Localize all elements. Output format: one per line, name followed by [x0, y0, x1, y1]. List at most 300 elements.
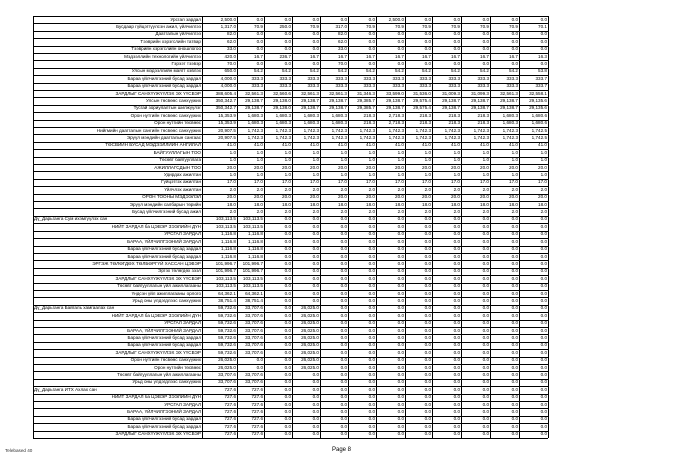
table-cell: 727.6: [251, 386, 263, 392]
row-label: Бараа үйлчилгээний бусад зардал: [127, 423, 201, 429]
table-cell: 0.0: [453, 394, 460, 400]
table-cell: 0.0: [482, 290, 489, 296]
table-cell: 1.0: [482, 157, 489, 163]
table-cell: 17.0: [509, 179, 518, 185]
table-cell: 0.0: [511, 312, 518, 318]
table-cell: 0.0: [368, 290, 375, 296]
table-cell: 20.0: [366, 164, 375, 170]
table-cell: 0.0: [540, 431, 547, 437]
table-cell: 101,996.7: [215, 268, 236, 274]
table-cell: 0.0: [424, 431, 431, 437]
table-cell: 0.0: [424, 290, 431, 296]
table-cell: 0.0: [397, 401, 404, 407]
table-cell: 29,138.7: [329, 98, 347, 104]
table-cell: 70.1: [538, 24, 547, 29]
table-cell: 0.0: [482, 246, 489, 252]
table-cell: 1,742.3: [359, 135, 375, 141]
table-cell: 33,599.0: [386, 90, 404, 96]
table-cell: 32,561.3: [329, 90, 347, 96]
table-cell: 29,138.7: [329, 105, 347, 111]
table-cell: 1,742.3: [444, 135, 460, 141]
table-cell: 17.0: [480, 179, 489, 185]
table-cell: 26,025.0: [301, 327, 319, 333]
table-cell: 333.3: [392, 75, 404, 81]
table-cell: 2.0: [229, 209, 236, 215]
table-cell: 0.0: [312, 268, 319, 274]
table-cell: 0.0: [284, 297, 291, 303]
table-cell: 0.0: [511, 349, 518, 355]
table-cell: 29,138.7: [386, 105, 404, 111]
table-cell: 333.3: [506, 83, 518, 89]
table-cell: 0.0: [312, 46, 319, 52]
table-cell: 727.6: [224, 416, 236, 422]
table-cell: 0.0: [368, 283, 375, 289]
table-cell: 0.0: [397, 46, 404, 52]
table-cell: 1,680.3: [275, 112, 291, 118]
table-cell: 0.0: [511, 31, 518, 37]
row-label: Төсөвт байгууллага: [159, 157, 201, 163]
table-cell: 18.0: [538, 201, 547, 207]
table-cell: 0.0: [511, 371, 518, 377]
table-cell: 20.0: [338, 194, 347, 200]
table-cell: 4,000.0: [220, 75, 236, 81]
table-cell: 2.0: [453, 186, 460, 192]
table-cell: 0.0: [284, 423, 291, 429]
table-cell: 1.0: [511, 172, 518, 178]
table-cell: 70.9: [509, 24, 518, 29]
table-cell: 420.0: [224, 53, 236, 59]
table-cell: 0.0: [424, 61, 431, 67]
table-cell: 0.0: [284, 386, 291, 392]
table-cell: 0.0: [482, 61, 489, 67]
table-cell: 0.0: [482, 46, 489, 52]
table-cell: 2.0: [284, 209, 291, 215]
table-cell: 0.0: [482, 364, 489, 370]
table-cell: 1.0: [511, 157, 518, 163]
table-cell: 0.0: [424, 31, 431, 37]
table-cell: 0.0: [340, 223, 347, 229]
row-label: Бараа үйлчилгээний бусад зардал: [127, 83, 201, 89]
table-cell: 0.0: [312, 275, 319, 281]
row-label: Мэдээллийн технологийн үйлчилгээ: [124, 53, 201, 59]
table-cell: 0.0: [340, 431, 347, 437]
table-cell: 31,099.3: [471, 90, 489, 96]
table-cell: 0.0: [368, 401, 375, 407]
table-cell: 0.0: [453, 386, 460, 392]
table-cell: 0.0: [453, 357, 460, 363]
table-cell: 0.0: [540, 379, 547, 385]
table-cell: 0.0: [453, 297, 460, 303]
table-cell: 2.0: [397, 209, 404, 215]
table-cell: 0.0: [340, 246, 347, 252]
table-cell: 101,996.7: [242, 260, 263, 266]
table-cell: 0.0: [256, 357, 263, 363]
row-label: Даатгалын үйлчилгээ: [155, 31, 201, 37]
table-cell: 727.6: [224, 394, 236, 400]
table-cell: 17.0: [282, 179, 291, 185]
table-cell: 2.0: [340, 209, 347, 215]
table-cell: 0.0: [397, 268, 404, 274]
table-cell: 0.0: [368, 364, 375, 370]
table-cell: 1,742.3: [473, 135, 489, 141]
table-cell: 54.2: [480, 68, 489, 74]
table-cell: 0.0: [312, 246, 319, 252]
table-cell: 333.3: [506, 75, 518, 81]
table-cell: 0.0: [368, 305, 375, 311]
table-cell: 1.0: [312, 157, 319, 163]
table-cell: 0.0: [312, 31, 319, 37]
row-label: Бараа үйлчилгээний бусад зардал: [127, 416, 201, 422]
table-cell: 38,751.4: [218, 297, 236, 303]
table-cell: 0.0: [312, 61, 319, 67]
table-cell: 15,353.9: [218, 120, 236, 126]
table-cell: 62.0: [227, 38, 236, 44]
table-cell: 0.0: [340, 275, 347, 281]
table-cell: 0.0: [511, 342, 518, 348]
table-cell: 0.0: [482, 327, 489, 333]
table-cell: 33,707.6: [218, 379, 236, 385]
table-cell: 1,116.8: [221, 253, 236, 259]
table-cell: 0.0: [540, 46, 547, 52]
table-cell: 0.0: [482, 334, 489, 340]
table-cell: 18.0: [366, 201, 375, 207]
table-cell: 0.0: [368, 231, 375, 237]
table-cell: 20.0: [451, 194, 460, 200]
table-cell: 20.0: [480, 194, 489, 200]
table-cell: 20.0: [422, 194, 431, 200]
table-cell: 0.0: [284, 320, 291, 326]
table-cell: 0.0: [312, 394, 319, 400]
table-cell: 0.0: [368, 416, 375, 422]
table-cell: 29,138.7: [301, 105, 319, 111]
table-cell: 0.0: [511, 231, 518, 237]
table-cell: 0.0: [540, 297, 547, 303]
table-cell: 32,561.3: [500, 90, 518, 96]
table-cell: 0.0: [540, 408, 547, 414]
table-cell: 17.0: [227, 179, 236, 185]
table-cell: 2.0: [482, 209, 489, 215]
table-cell: 0.0: [397, 408, 404, 414]
table-cell: 0.0: [424, 334, 431, 340]
row-label: Орон нутгийн төсвөөс: [154, 364, 201, 370]
table-cell: 333.3: [307, 83, 319, 89]
table-cell: 0.0: [453, 431, 460, 437]
table-cell: 1,742.3: [415, 127, 431, 133]
table-cell: 16.7: [509, 53, 518, 59]
table-cell: 0.0: [540, 290, 547, 296]
table-cell: 0.0: [482, 238, 489, 244]
page-number: Page 8: [331, 447, 352, 453]
table-cell: 0.0: [397, 283, 404, 289]
table-cell: 0.0: [511, 379, 518, 385]
table-cell: 0.0: [482, 231, 489, 237]
table-cell: 0.0: [424, 327, 431, 333]
table-cell: 59,732.6: [218, 342, 236, 348]
table-cell: 20.0: [509, 164, 518, 170]
table-cell: 0.0: [284, 260, 291, 266]
table-cell: 0.0: [540, 349, 547, 355]
table-cell: 0.0: [284, 231, 291, 237]
table-cell: 333.3: [448, 75, 460, 81]
table-cell: 0.0: [482, 357, 489, 363]
table-cell: 0.0: [397, 431, 404, 437]
table-cell: 0.0: [312, 283, 319, 289]
table-cell: 103,113.5: [242, 275, 263, 281]
table-cell: 727.6: [251, 416, 263, 422]
table-cell: 20.0: [538, 194, 547, 200]
table-cell: 0.0: [340, 379, 347, 385]
table-cell: 333.3: [477, 83, 489, 89]
table-cell: 0.0: [397, 334, 404, 340]
table-cell: 0.0: [368, 46, 375, 52]
table-cell: 0.0: [453, 260, 460, 266]
row-label: ЗАРДЛЫГ САНХҮҮЖҮҮЛЭХ ЭХ ҮҮСВЭР: [115, 349, 201, 355]
table-cell: 0.0: [424, 216, 431, 222]
table-cell: 103,113.5: [215, 223, 236, 229]
table-cell: 0.0: [453, 231, 460, 237]
table-cell: 41.0: [480, 142, 489, 148]
table-cell: 1.0: [397, 149, 404, 155]
table-cell: 0.0: [340, 260, 347, 266]
table-cell: 0.0: [340, 297, 347, 303]
row-label: Орон нутгийн төсвөөс санхүүжих: [130, 357, 201, 363]
table-cell: 0.0: [284, 31, 291, 37]
table-cell: 0.0: [511, 61, 518, 67]
table-cell: 0.0: [453, 268, 460, 274]
table-cell: 1,116.8: [221, 246, 236, 252]
table-cell: 29,385.7: [357, 105, 375, 111]
table-cell: 0.0: [540, 38, 547, 44]
table-cell: 0.0: [511, 431, 518, 437]
table-cell: 0.0: [424, 401, 431, 407]
table-cell: 0.0: [511, 386, 518, 392]
table-cell: 31,009.3: [442, 90, 460, 96]
table-cell: 0.0: [482, 275, 489, 281]
table-cell: 16.7: [338, 53, 347, 59]
table-cell: 0.0: [284, 61, 291, 67]
table-cell: 0.0: [340, 371, 347, 377]
table-cell: 1.0: [284, 172, 291, 178]
table-cell: 0.0: [453, 46, 460, 52]
table-cell: 18.0: [451, 201, 460, 207]
table-cell: 1,680.3: [303, 120, 319, 126]
table-cell: 2.0: [284, 186, 291, 192]
table-cell: 218.3: [477, 112, 489, 118]
table-cell: 0.0: [453, 349, 460, 355]
table-cell: 29,138.7: [386, 98, 404, 104]
row-label: Орон нутгийн төсвөөс: [154, 120, 201, 126]
table-cell: 2,500.0: [220, 16, 236, 22]
grid-line-vertical: [548, 16, 549, 438]
table-cell: 1.0: [312, 172, 319, 178]
row-label: БАРАА, ҮЙЛЧИЛГЭЭНИЙ ЗАРДАЛ: [127, 238, 201, 244]
table-cell: 1.0: [540, 157, 547, 163]
table-cell: 33,707.6: [245, 371, 263, 377]
table-cell: 1.0: [368, 149, 375, 155]
row-label: Нийгмийн даатгалын сангийн төсвөөс санхүүжих: [96, 127, 201, 133]
table-cell: 20.0: [366, 194, 375, 200]
table-cell: 64,362.1: [245, 290, 263, 296]
table-cell: 16.7: [451, 53, 460, 59]
table-cell: 333.3: [363, 75, 375, 81]
table-cell: 26,025.0: [301, 364, 319, 370]
table-cell: 59,732.6: [218, 320, 236, 326]
table-cell: 70.9: [310, 24, 319, 29]
table-cell: 26,025.0: [301, 349, 319, 355]
table-cell: 0.0: [453, 238, 460, 244]
table-cell: 0.0: [397, 253, 404, 259]
table-cell: 15,353.9: [218, 112, 236, 118]
table-cell: 26,025.0: [301, 312, 319, 318]
row-label: Дү_Дарьганга ИТХ Ахлах сан: [34, 386, 97, 392]
table-cell: 29,138.7: [471, 98, 489, 104]
table-cell: 350,342.7: [215, 105, 236, 111]
table-cell: 0.0: [424, 342, 431, 348]
table-cell: 0.0: [453, 364, 460, 370]
table-cell: 0.0: [424, 223, 431, 229]
table-cell: 0.0: [511, 216, 518, 222]
table-cell: 1.0: [340, 149, 347, 155]
table-cell: 333.3: [419, 75, 431, 81]
row-label: Эргэх төлөгдөх зээл: [158, 268, 201, 274]
table-cell: 0.0: [368, 349, 375, 355]
table-cell: 0.0: [312, 16, 319, 22]
table-cell: 0.0: [397, 371, 404, 377]
table-cell: 0.0: [397, 238, 404, 244]
table-cell: 62.0: [338, 38, 347, 44]
table-cell: 0.0: [284, 364, 291, 370]
table-cell: 0.0: [397, 246, 404, 252]
table-cell: 16.7: [310, 53, 319, 59]
row-label: Гэрээт тээвэр: [171, 61, 201, 67]
row-label: БАРАА, ҮЙЛЧИЛГЭЭНИЙ ЗАРДАЛ: [127, 408, 201, 414]
table-cell: 32,561.3: [245, 90, 263, 96]
table-cell: 0.0: [312, 216, 319, 222]
table-cell: 218.3: [477, 120, 489, 126]
table-cell: 727.6: [251, 431, 263, 437]
table-cell: 0.0: [482, 401, 489, 407]
table-cell: 1.0: [229, 157, 236, 163]
table-cell: 0.0: [397, 275, 404, 281]
table-cell: 1.0: [424, 157, 431, 163]
row-label: Төсөвт байгууллагын үйл ажиллагааны: [117, 283, 201, 289]
table-cell: 26,025.0: [218, 364, 236, 370]
table-cell: 0.0: [340, 238, 347, 244]
table-cell: 0.0: [397, 364, 404, 370]
row-label: БАРАА, ҮЙЛЧИЛГЭЭНИЙ ЗАРДАЛ: [127, 327, 201, 333]
table-cell: 0.0: [368, 31, 375, 37]
table-cell: 0.0: [340, 268, 347, 274]
table-cell: 33,707.6: [245, 320, 263, 326]
table-cell: 0.0: [511, 275, 518, 281]
table-cell: 0.0: [511, 394, 518, 400]
table-cell: 0.0: [482, 320, 489, 326]
table-cell: 0.0: [424, 268, 431, 274]
table-cell: 0.0: [368, 431, 375, 437]
table-cell: 1.0: [256, 149, 263, 155]
table-cell: 0.0: [368, 342, 375, 348]
table-cell: 0.0: [511, 246, 518, 252]
table-cell: 0.0: [482, 16, 489, 22]
table-cell: 20.0: [395, 164, 404, 170]
table-cell: 0.0: [482, 379, 489, 385]
table-cell: 0.0: [312, 416, 319, 422]
table-cell: 0.0: [424, 238, 431, 244]
table-cell: 0.0: [424, 312, 431, 318]
table-cell: 20.0: [282, 164, 291, 170]
table-cell: 1,680.3: [331, 112, 347, 118]
table-cell: 0.0: [397, 223, 404, 229]
table-cell: 0.0: [368, 238, 375, 244]
table-cell: 0.0: [424, 349, 431, 355]
table-cell: 0.0: [511, 423, 518, 429]
table-cell: 16.7: [366, 53, 375, 59]
table-cell: 54.2: [366, 68, 375, 74]
row-label: Урсгал зардал: [170, 16, 201, 22]
table-cell: 0.0: [453, 31, 460, 37]
table-cell: 0.0: [482, 349, 489, 355]
table-cell: 0.0: [482, 283, 489, 289]
table-cell: 0.0: [482, 297, 489, 303]
table-cell: 0.0: [482, 423, 489, 429]
table-cell: 0.0: [511, 46, 518, 52]
row-label: УРСГАЛ ЗАРДАЛ: [164, 231, 201, 237]
row-label: Дү_Дарьганга Сум ихэмгүүлэх сан: [34, 216, 108, 222]
table-cell: 0.0: [368, 357, 375, 363]
table-cell: 0.0: [340, 349, 347, 355]
table-cell: 0.0: [368, 334, 375, 340]
table-cell: 1,742.3: [247, 135, 263, 141]
table-cell: 2.0: [368, 209, 375, 215]
table-cell: 0.0: [453, 16, 460, 22]
table-cell: 0.0: [511, 305, 518, 311]
table-cell: 2.0: [482, 186, 489, 192]
table-cell: 0.0: [453, 216, 460, 222]
table-cell: 0.0: [482, 342, 489, 348]
table-cell: 0.0: [284, 401, 291, 407]
table-cell: 0.0: [340, 290, 347, 296]
table-cell: 17.0: [366, 179, 375, 185]
table-cell: 0.0: [482, 416, 489, 422]
table-cell: 0.0: [312, 423, 319, 429]
table-cell: 218.3: [363, 120, 375, 126]
table-cell: 333.3: [392, 83, 404, 89]
table-cell: 250.0: [279, 24, 291, 29]
row-label: Удирдах ажилтан: [163, 172, 201, 178]
table-cell: 0.0: [453, 283, 460, 289]
table-cell: 59,732.6: [218, 327, 236, 333]
table-cell: 29,138.7: [500, 98, 518, 104]
table-cell: 0.0: [424, 364, 431, 370]
table-cell: 388,605.4: [215, 90, 236, 96]
table-cell: 0.0: [368, 275, 375, 281]
table-cell: 0.0: [453, 223, 460, 229]
table-cell: 1.0: [284, 157, 291, 163]
table-cell: 29,575.4: [413, 105, 431, 111]
table-cell: 0.0: [540, 312, 547, 318]
table-cell: 727.6: [224, 386, 236, 392]
table-cell: 0.0: [453, 327, 460, 333]
table-cell: 103,113.5: [242, 283, 263, 289]
table-cell: 0.0: [424, 305, 431, 311]
row-label: НИЙТ ЗАРДАЛ ба ЦЭВЭР ЗЭЭЛИЙН ДҮН: [111, 312, 201, 318]
table-cell: 29,138.7: [471, 105, 489, 111]
table-cell: 0.0: [312, 401, 319, 407]
table-cell: 0.0: [284, 371, 291, 377]
table-cell: 0.0: [397, 327, 404, 333]
table-cell: 1.0: [540, 172, 547, 178]
table-cell: 16.7: [254, 53, 263, 59]
